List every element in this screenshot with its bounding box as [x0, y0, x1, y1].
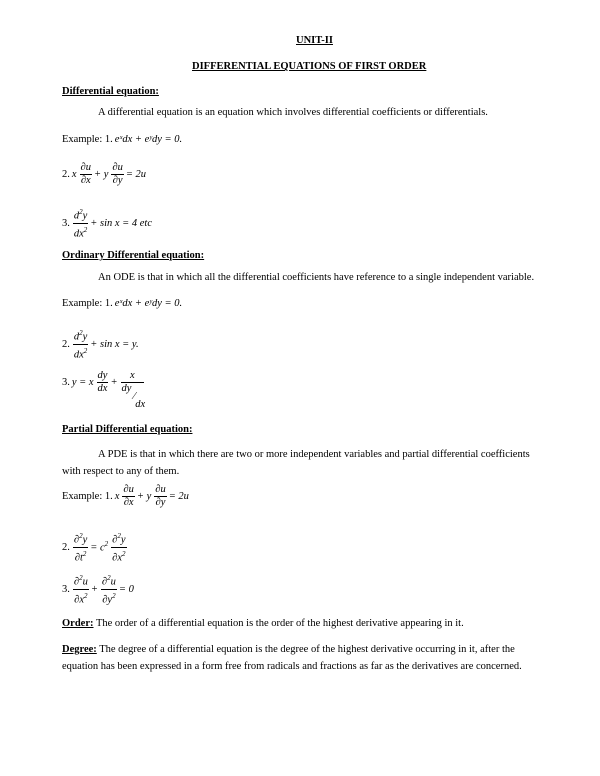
example-label: Example: 1.: [62, 298, 113, 309]
example-label: 2.: [62, 541, 70, 553]
fraction: $\frac{\partial^2y}{\partial x^2}$: [112, 532, 126, 563]
differential-equation-definition: A differential equation is an equation which involves differential coefficients or differentials.: [98, 107, 488, 118]
example-label: Example: 1.: [62, 491, 113, 502]
fraction: $\frac{\partial^2y}{\partial t^2}$: [73, 532, 88, 563]
example-label: 2.: [62, 338, 70, 350]
equation-tail: = 2u: [125, 169, 147, 180]
ode-definition: An ODE is that in which all the differential coefficients have reference to a single independent variable.: [98, 272, 535, 283]
math-symbol: = $c^2$: [90, 540, 109, 554]
order-text: The order of a differential equation is the order of the highest derivative appearing in it.: [95, 618, 464, 629]
example-label: 3.: [62, 377, 70, 388]
equation-tail: = 0: [118, 583, 134, 595]
equation: eˣdx + eʸdy = 0.: [114, 134, 183, 145]
pde-definition: A PDE is that in which there are two or more independent variables and partial differential coefficients with respect to any of them.: [62, 449, 530, 477]
degree-heading: Degree:: [62, 644, 97, 655]
s3-example-3: [62, 572, 136, 606]
order-paragraph: [62, 618, 464, 629]
equation-tail: + sin x = 4 etc: [90, 217, 152, 229]
fraction: $\frac{d^2y}{dx^2}$: [73, 208, 88, 239]
math-symbol: + y: [94, 169, 109, 180]
fraction: $\frac{\partial^2u}{\partial y^2}$: [101, 574, 116, 605]
fraction: $\frac{\partial u}{\partial x}$: [80, 162, 91, 186]
degree-text: The degree of a differential equation is the degree of the highest derivative occurring in it, after the equation has been expressed in a form free from radicals and fractions as far as the derivatives are concerned.: [62, 644, 522, 672]
equation-head: y = x: [71, 377, 94, 388]
s2-example-3: [62, 370, 146, 410]
s1-example-1: [62, 134, 184, 145]
fraction: $\frac{d^2y}{dx^2}$: [73, 329, 88, 360]
s2-example-2: [62, 327, 141, 361]
equation: eˣdx + eʸdy = 0.: [114, 298, 183, 309]
fraction: $\frac{\partial u}{\partial y}$: [112, 162, 123, 186]
s2-example-1: [62, 298, 184, 309]
fraction: $\frac{x}{dy⁄dx}$: [121, 370, 146, 410]
degree-paragraph: [62, 641, 544, 675]
example-label: Example: 1.: [62, 134, 113, 145]
math-symbol: +: [90, 583, 98, 595]
example-label: 3.: [62, 583, 70, 595]
math-symbol: x: [71, 169, 77, 180]
unit-title: UNIT-II: [296, 35, 333, 46]
fraction: $\frac{dy}{dx}$: [97, 370, 108, 394]
fraction: $\frac{\partial^2u}{\partial x^2}$: [73, 574, 88, 605]
example-label: 3.: [62, 217, 70, 229]
section-heading-differential-equation: Differential equation:: [62, 86, 159, 97]
example-label: 2.: [62, 169, 70, 180]
math-symbol: x: [114, 491, 120, 502]
main-title: DIFFERENTIAL EQUATIONS OF FIRST ORDER: [192, 61, 427, 72]
math-symbol: +: [110, 377, 118, 388]
math-symbol: + y: [136, 491, 152, 502]
equation-tail: = 2u: [168, 491, 189, 502]
order-heading: Order:: [62, 618, 94, 629]
section-heading-ordinary: Ordinary Differential equation:: [62, 250, 205, 261]
s1-example-3: [62, 206, 154, 240]
section-heading-partial: Partial Differential equation:: [62, 424, 193, 435]
equation-tail: + sin x = y.: [90, 338, 139, 350]
s3-example-2: [62, 530, 129, 564]
fraction: $\frac{\partial u}{\partial x}$: [123, 484, 134, 508]
s3-example-1: [62, 484, 191, 509]
fraction: $\frac{\partial u}{\partial y}$: [155, 484, 166, 508]
s1-example-2: [62, 162, 148, 187]
